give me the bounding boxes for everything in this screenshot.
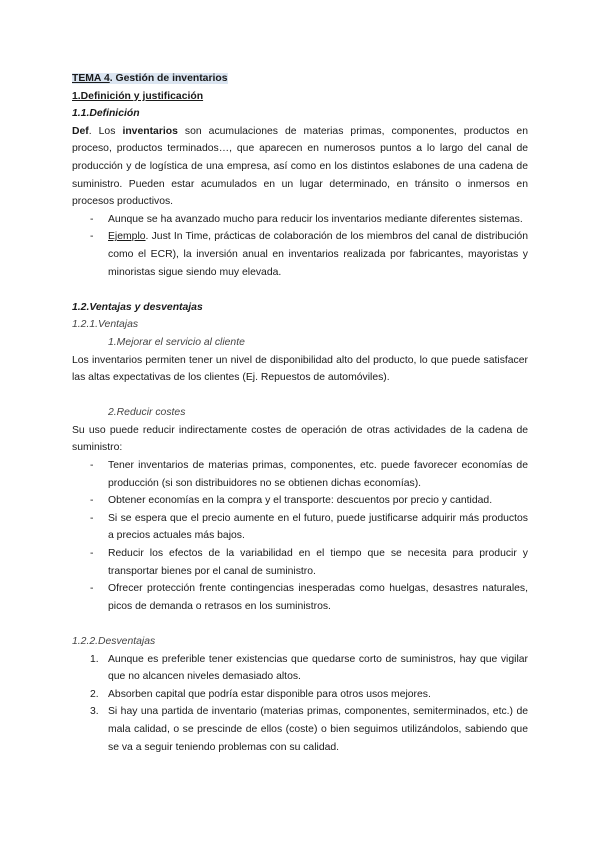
bullet-text: Reducir los efectos de la variabilidad en el tiempo que se necesita para producir y transportar bienes por el canal de suministro. xyxy=(108,548,528,577)
advantage-heading-1: 1.Mejorar el servicio al cliente xyxy=(108,336,245,348)
list-item xyxy=(72,457,528,492)
dash-marker: - xyxy=(90,213,94,225)
subsection-heading-1-2-1: 1.2.1.Ventajas xyxy=(72,319,139,331)
dash-marker: - xyxy=(90,512,94,524)
definition-sep: . Los xyxy=(88,125,123,137)
advantage-heading-2: 2.Reducir costes xyxy=(108,407,186,419)
definition-term: inventarios xyxy=(122,125,178,137)
document-title xyxy=(72,70,528,88)
bullet-text: Ofrecer protección frente contingencias inesperadas como huelgas, desastres naturales, picos de demanda o retrasos en los suministros. xyxy=(108,583,528,612)
spacer xyxy=(72,615,528,633)
list-number: 3. xyxy=(90,706,99,718)
example-label: Ejemplo xyxy=(108,231,146,243)
list-item xyxy=(72,651,528,686)
list-item xyxy=(72,211,528,229)
list-text: Si hay una partida de inventario (materias primas, componentes, semiterminados, etc.) de mala calidad, o se prescinde de ellos (coste) o bien seguimos utilizándolos, sabiendo que se va a seguir teniendo problemas con su calidad. xyxy=(108,706,528,753)
definition-paragraph xyxy=(72,123,528,211)
dash-marker: - xyxy=(90,495,94,507)
dash-marker: - xyxy=(90,460,94,472)
definition-label: Def xyxy=(72,125,89,137)
list-item xyxy=(72,545,528,580)
dash-marker: - xyxy=(90,583,94,595)
subsection-heading-1-1: 1.1.Definición xyxy=(72,108,140,120)
definition-bullets xyxy=(72,211,528,281)
list-item xyxy=(72,703,528,756)
spacer xyxy=(72,387,528,405)
spacer xyxy=(72,281,528,299)
dash-marker: - xyxy=(90,231,94,243)
subsection-heading-1-2: 1.2.Ventajas y desventajas xyxy=(72,301,203,313)
bullet-text: Si se espera que el precio aumente en el futuro, puede justificarse adquirir más productos a precios actuales más bajos. xyxy=(108,512,528,542)
list-item xyxy=(72,228,528,281)
advantage-paragraph-2: Su uso puede reducir indirectamente costes de operación de otras actividades de la cadena de suministro: xyxy=(72,424,528,454)
cost-bullets xyxy=(72,457,528,615)
list-item xyxy=(72,580,528,615)
list-item xyxy=(72,686,528,704)
document-page xyxy=(72,70,528,756)
subsection-heading-1-2-2: 1.2.2.Desventajas xyxy=(72,636,156,647)
title-prefix: TEMA 4 xyxy=(72,73,110,84)
list-item xyxy=(72,510,528,545)
bullet-text: . Just In Time, prácticas de colaboración de los miembros del canal de distribución como el ECR), la inversión anual en inventarios realizada por fabricantes, mayoristas y minoristas sigue siendo muy elevada. xyxy=(108,231,528,278)
bullet-text: Tener inventarios de materias primas, componentes, etc. puede favorecer economías de producción (si son distribuidores no se obtienen dichas economías). xyxy=(108,460,528,489)
list-item xyxy=(72,492,528,510)
bullet-text: Obtener economías en la compra y el transporte: descuentos por precio y cantidad. xyxy=(108,495,493,507)
list-text: Absorben capital que podría estar disponible para otros usos mejores. xyxy=(108,688,431,700)
bullet-text: Aunque se ha avanzado mucho para reducir los inventarios mediante diferentes sistemas. xyxy=(108,213,523,225)
advantage-paragraph-1: Los inventarios permiten tener un nivel de disponibilidad alto del producto, lo que puede satisfacer las altas expectativas de los clientes (Ej. Repuestos de automóviles). xyxy=(72,354,528,384)
list-number: 1. xyxy=(90,653,99,665)
definition-body: son acumulaciones de materias primas, componentes, productos en proceso, productos terminados…, que aparecen en numerosos puntos a lo largo del canal de producción y de logística de una empresa, así como en los distintos eslabones de una cadena de suministro. Pueden estar acumulados en un lugar determinado, en tránsito o inmersos en procesos productivos. xyxy=(72,125,528,208)
section-heading-1: 1.Definición y justificación xyxy=(72,90,204,102)
list-number: 2. xyxy=(90,688,99,700)
disadvantages-list xyxy=(72,651,528,757)
list-text: Aunque es preferible tener existencias que quedarse corto de suministros, hay que vigilar que no alcancen niveles demasiado altos. xyxy=(108,653,528,683)
title-rest: . Gestión de inventarios xyxy=(109,73,228,84)
dash-marker: - xyxy=(90,548,94,560)
